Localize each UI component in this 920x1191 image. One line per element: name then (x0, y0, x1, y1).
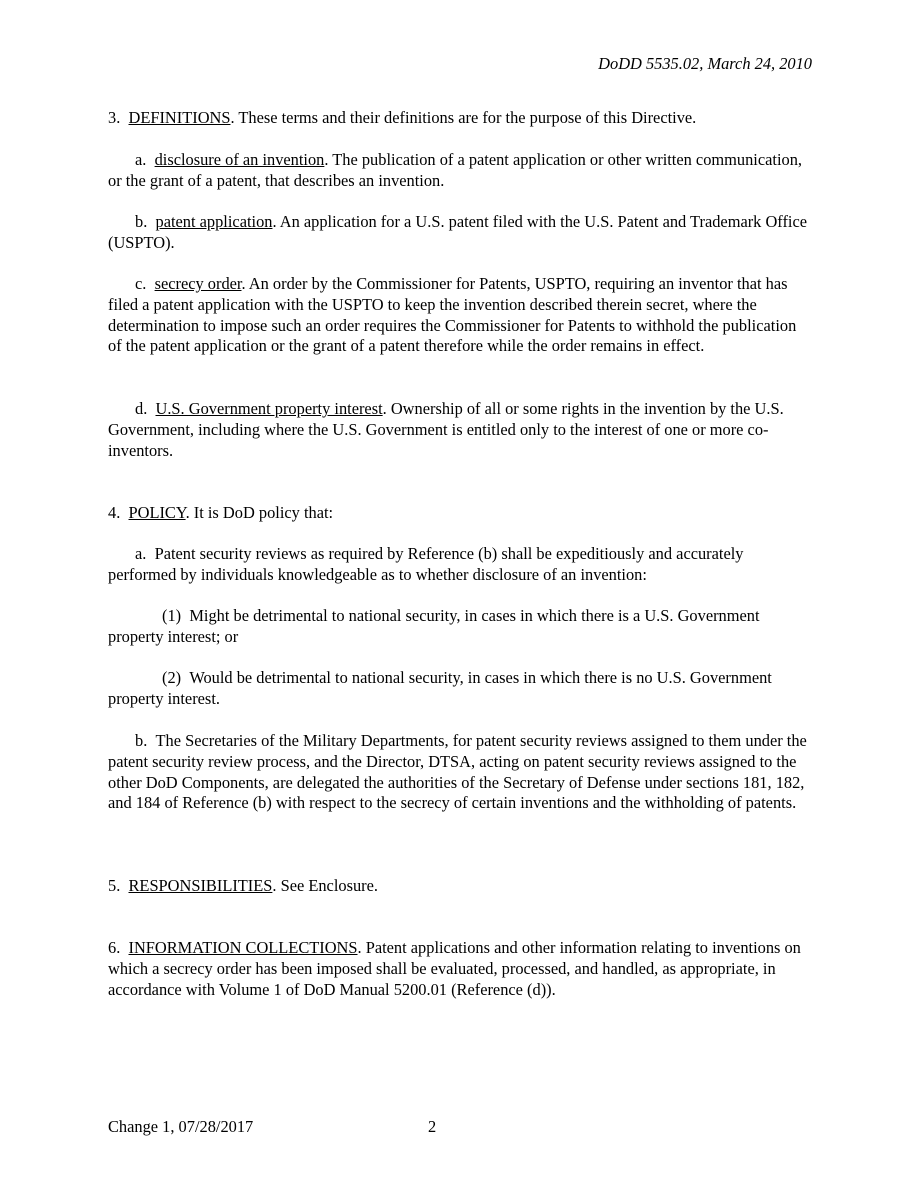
item-label: (1) (162, 606, 182, 625)
definition-c (108, 274, 814, 357)
item-label: c. (135, 274, 147, 293)
section-intro: . It is DoD policy that: (185, 503, 334, 522)
definition-text: . An order by the Commissioner for Patents, USPTO, requiring an inventor that has filed a patent application with the USPTO to keep the invention described therein secret, where the determination to impose such an order requires the Commissioner for Patents to withhold the publication of the patent application or the grant of a patent therefore while the order remains in effect. (108, 274, 797, 356)
section-title: POLICY (128, 503, 186, 522)
definition-text: . The publication of a patent application or other written communication, or the grant of a patent, that describes an invention. (108, 150, 802, 190)
policy-a-2 (108, 668, 814, 710)
policy-b (108, 731, 814, 814)
item-text: Would be detrimental to national security, in cases in which there is no U.S. Government property interest. (108, 668, 772, 708)
policy-a-1 (108, 606, 814, 648)
section-number: 6. (108, 938, 121, 957)
item-label: d. (135, 399, 148, 418)
section-6-heading (108, 938, 814, 1000)
footer-change-note: Change 1, 07/28/2017 (108, 1117, 254, 1136)
section-title: INFORMATION COLLECTIONS (128, 938, 358, 957)
definition-d (108, 399, 814, 461)
section-text: . See Enclosure. (272, 876, 378, 895)
section-number: 5. (108, 876, 121, 895)
definition-a (108, 150, 814, 192)
section-3-heading (108, 108, 814, 129)
section-5-heading (108, 876, 814, 897)
section-title: RESPONSIBILITIES (128, 876, 273, 895)
section-title: DEFINITIONS (128, 108, 231, 127)
item-label: b. (135, 731, 148, 750)
definition-text: . An application for a U.S. patent filed with the U.S. Patent and Trademark Office (USPTO). (108, 212, 808, 252)
section-text: . Patent applications and other information relating to inventions on which a secrecy order has been imposed shall be evaluated, processed, and handled, as appropriate, in accordance with Volume 1 of DoD Manual 5200.01 (Reference (d)). (108, 938, 801, 999)
definition-term: U.S. Government property interest (155, 399, 383, 418)
section-number: 4. (108, 503, 121, 522)
definition-term: secrecy order (154, 274, 242, 293)
item-text: Patent security reviews as required by Reference (b) shall be expeditiously and accurately performed by individuals knowledgeable as to whether disclosure of an invention: (108, 544, 744, 584)
section-4-heading (108, 503, 814, 524)
definition-text: . Ownership of all or some rights in the invention by the U.S. Government, including where the U.S. Government is entitled only to the interest of one or more co-inventors. (108, 399, 784, 460)
definition-term: patent application (155, 212, 273, 231)
item-label: a. (135, 544, 147, 563)
page-number: 2 (428, 1117, 437, 1136)
definition-term: disclosure of an invention (154, 150, 325, 169)
definition-b (108, 212, 814, 254)
item-label: (2) (162, 668, 182, 687)
section-intro: . These terms and their definitions are for the purpose of this Directive. (230, 108, 697, 127)
item-text: The Secretaries of the Military Departments, for patent security reviews assigned to them under the patent security review process, and the Director, DTSA, acting on patent security reviews assigned to the other DoD Components, are delegated the authorities of the Secretary of Defense under sections 181, 182, and 184 of Reference (b) with respect to the secrecy of certain inventions and the withholding of patents. (108, 731, 807, 813)
item-label: b. (135, 212, 148, 231)
document-header: DoDD 5535.02, March 24, 2010 (598, 54, 812, 73)
item-text: Might be detrimental to national security, in cases in which there is a U.S. Government property interest; or (108, 606, 760, 646)
policy-a (108, 544, 814, 586)
section-number: 3. (108, 108, 121, 127)
item-label: a. (135, 150, 147, 169)
